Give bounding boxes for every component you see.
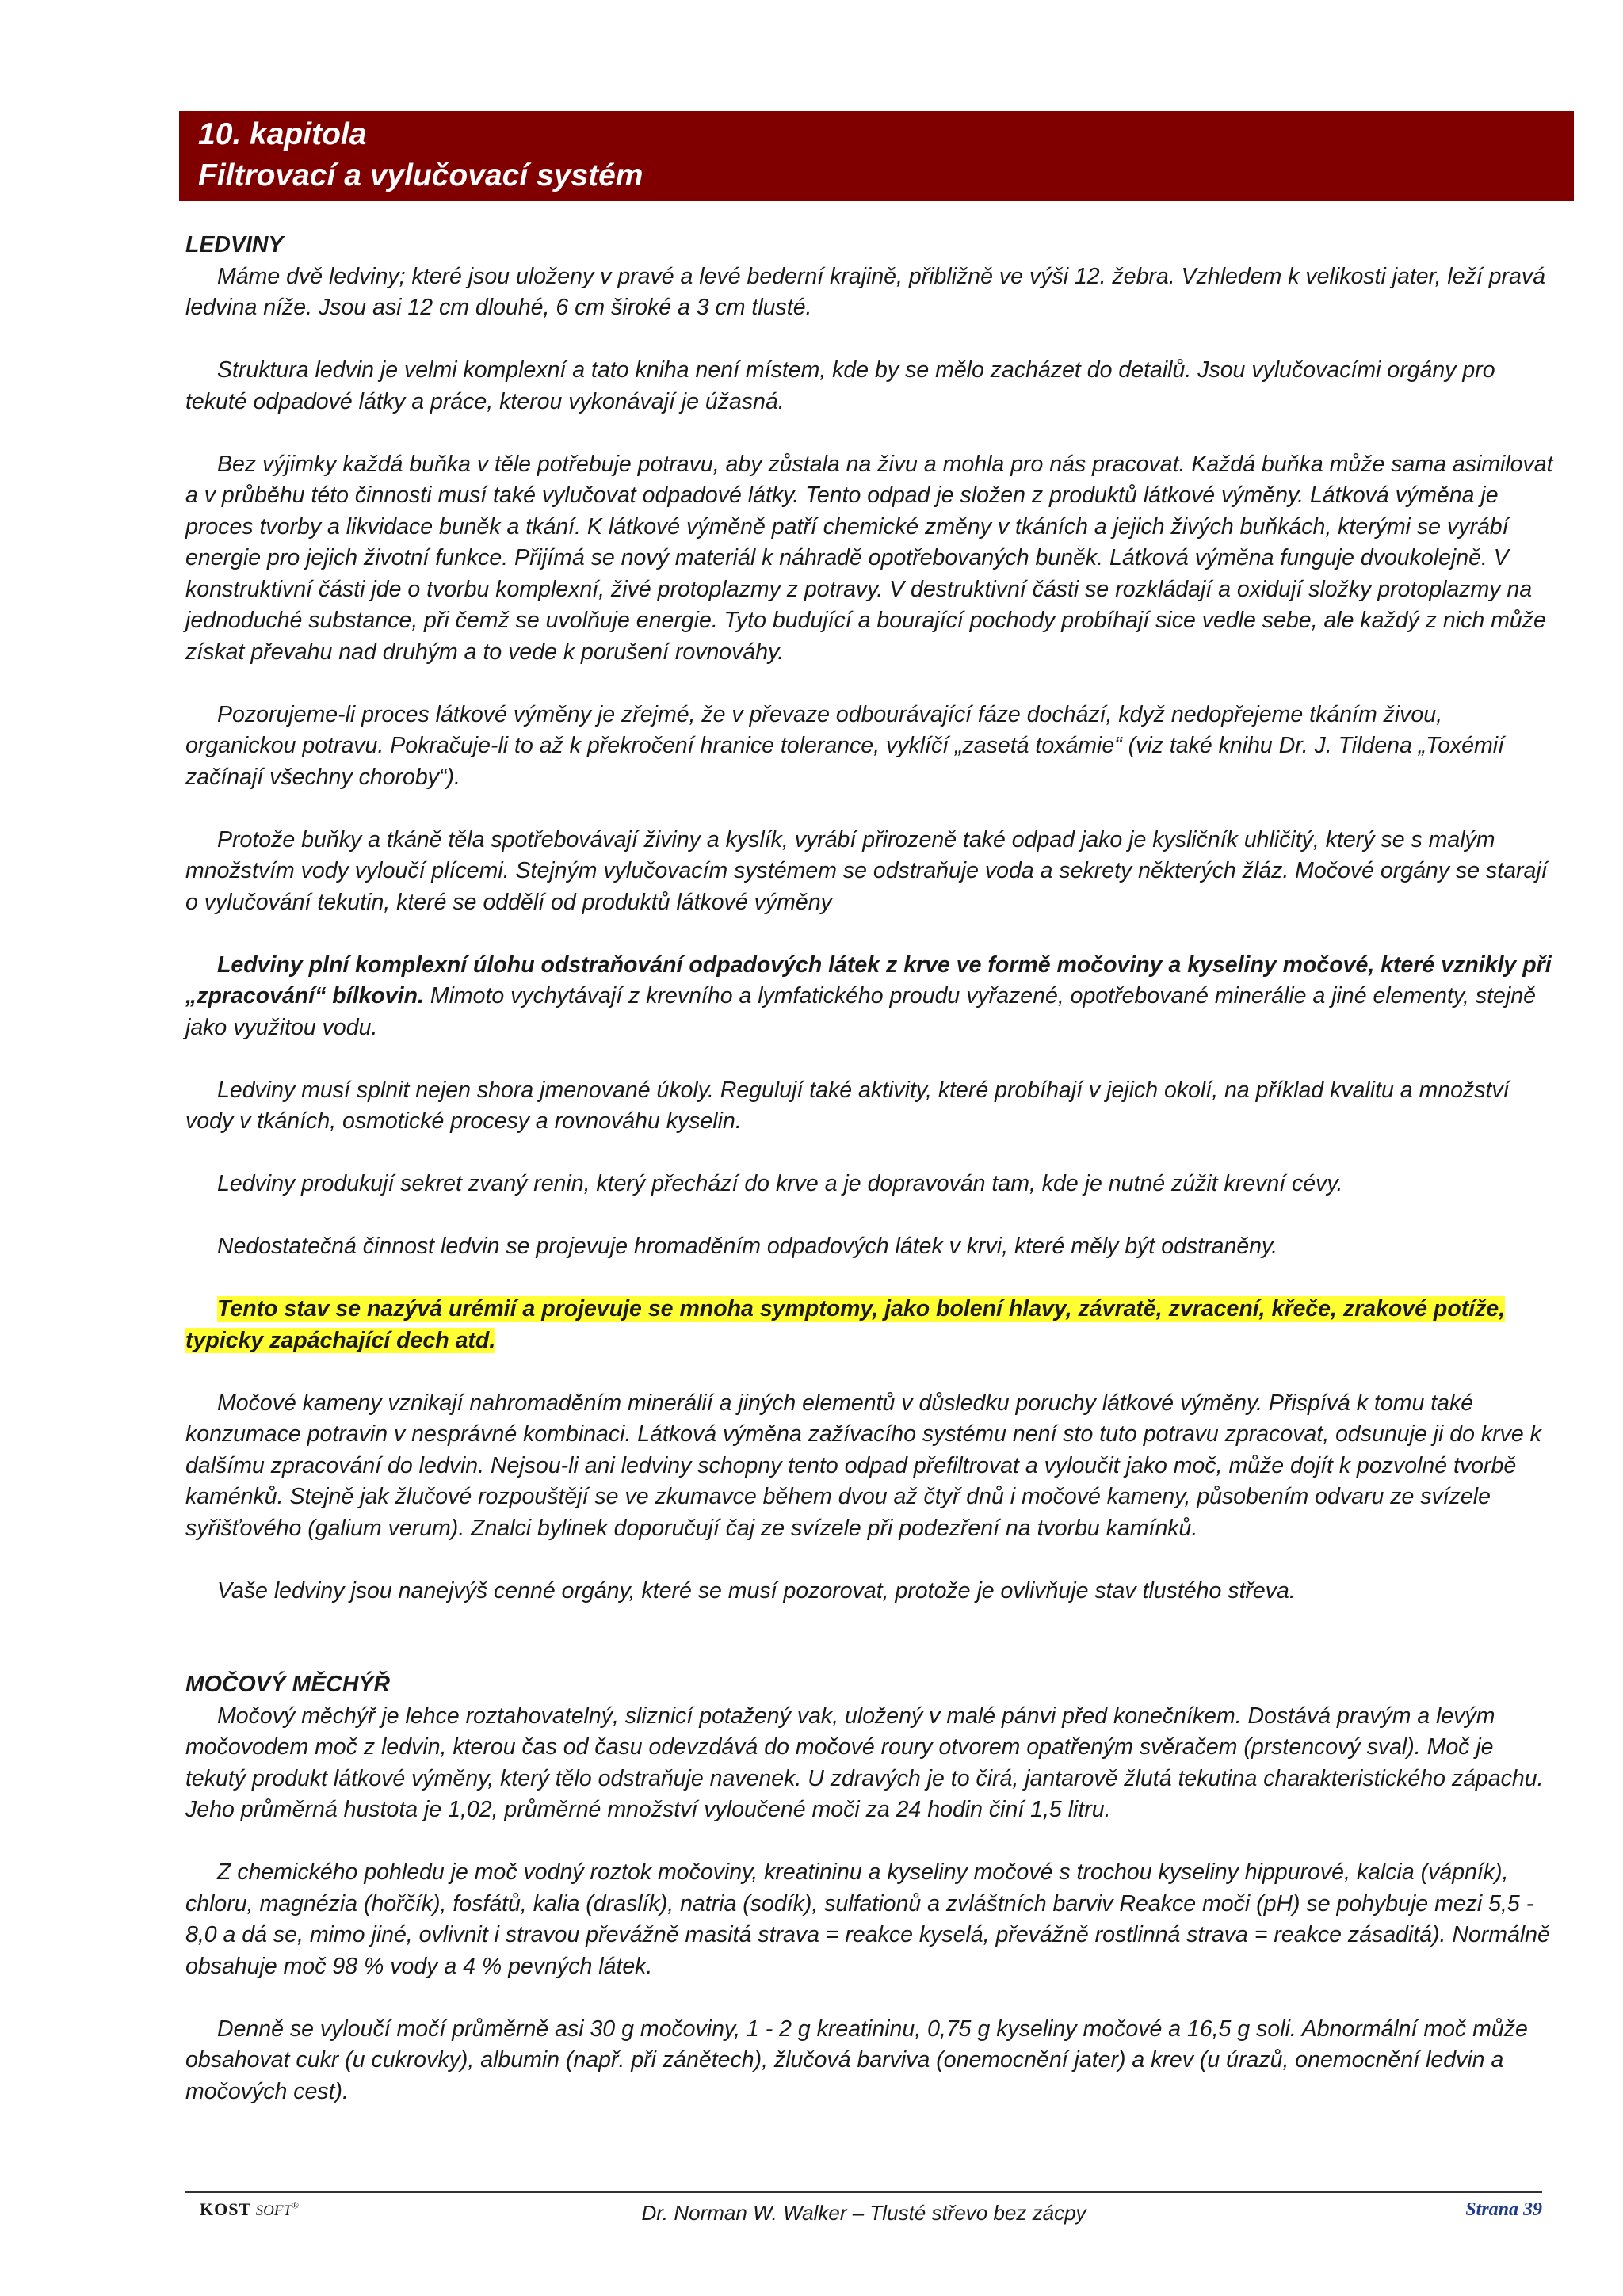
paragraph: Struktura ledvin je velmi komplexní a tato kniha není místem, kde by se mělo zacházet do detailů. Jsou vylučovacími orgány pro tekuté odpadové látky a práce, kterou vykonávají je úžasná. bbox=[185, 357, 1495, 414]
logo-brand: KOST bbox=[200, 2199, 252, 2219]
bold-statement: Ledviny plní komplexní úlohu odstraňování odpadových látek z krve ve formě močoviny a kyseliny močové, které vznikly při „zpracování“ bílkovin. bbox=[185, 952, 1552, 1009]
page-content bbox=[185, 230, 1553, 2107]
paragraph: Máme dvě ledviny; které jsou uloženy v pravé a levé bederní krajině, přibližně ve výši 12. žebra. Vzhledem k velikosti jater, leží pravá ledvina níže. Jsou asi 12 cm dlouhé, 6 cm široké a 3 cm tlusté. bbox=[185, 263, 1545, 320]
paragraph: Močový měchýř je lehce roztahovatelný, sliznicí potažený vak, uložený v malé pánvi před konečníkem. Dostává pravým a levým močovodem moč z ledvin, kterou čas od času odevzdává do močové roury otvorem opatřeným svěračem (prstencový sval). Moč je tekutý produkt látkové výměny, který tělo odstraňuje navenek. U zdravých je to čirá, jantarově žlutá tekutina charakteristického zápachu. Jeho průměrná hustota je 1,02, průměrné množství vyloučené moči za 24 hodin činí 1,5 litru. bbox=[185, 1703, 1544, 1822]
paragraph: Z chemického pohledu je moč vodný roztok močoviny, kreatininu a kyseliny močové s trochou kyseliny hippurové, kalcia (vápník), chloru, magnézia (hořčík), fosfátů, kalia (draslík), natria (sodík), sulfationů a zvláštních barviv Reakce moči (pH) se pohybuje mezi 5,5 - 8,0 a dá se, mimo jiné, ovlivnit i stravou převážně masitá strava = reakce kyselá, převážně rostlinná strava = reakce zásaditá). Normálně obsahuje moč 98 % vody a 4 % pevných látek. bbox=[185, 1859, 1550, 1979]
section-heading-ledviny: LEDVINY bbox=[185, 232, 284, 257]
paragraph: Ledviny produkují sekret zvaný renin, který přechází do krve a je dopravován tam, kde je nutné zúžit krevní cévy. bbox=[217, 1171, 1343, 1196]
paragraph: Ledviny musí splnit nejen shora jmenované úkoly. Regulují také aktivity, které probíhají v jejich okolí, na příklad kvalitu a množství vody v tkáních, osmotické procesy a rovnováhu kyselin. bbox=[185, 1077, 1510, 1134]
paragraph: Vaše ledviny jsou nanejvýš cenné orgány, které se musí pozorovat, protože je ovlivňuje stav tlustého střeva. bbox=[217, 1577, 1296, 1604]
section-spacer bbox=[185, 1638, 1553, 1670]
statement-continuation: Mimoto vychytávají z krevního a lymfatického proudu vyřazené, opotřebované minerálie a jiné elementy, stejně jako využitou vodu. bbox=[185, 983, 1536, 1040]
page-number: Strana 39 bbox=[1465, 2199, 1542, 2220]
paragraph: Bez výjimky každá buňka v těle potřebuje potravu, aby zůstala na živu a mohla pro nás pracovat. Každá buňka může sama asimilovat a v průběhu této činnosti musí také vylučovat odpadové látky. Tento odpad je složen z produktů látkové výměny. Látková výměna je proces tvorby a likvidace buněk a tkání. K látkové výměně patří chemické změny v tkáních a jejich živých buňkách, kterými se vyrábí energie pro jejich životní funkce. Přijímá se nový materiál k náhradě opotřebovaných buněk. Látková výměna funguje dvoukolejně. V konstruktivní části jde o tvorbu komplexní, živé protoplazmy z potravy. V destruktivní části se rozkládají a oxidují složky protoplazmy na jednoduché substance, při čemž se uvolňuje energie. Tyto budující a bourající pochody probíhají sice vedle sebe, ale každý z nich může získat převahu nad druhým a to vede k porušení rovnováhy. bbox=[185, 451, 1553, 665]
chapter-banner bbox=[179, 111, 1574, 201]
registered-mark: ® bbox=[292, 2199, 300, 2211]
chapter-number: 10. kapitola bbox=[198, 117, 367, 151]
section-heading-mocovy-mechyr: MOČOVÝ MĚCHÝŘ bbox=[185, 1672, 391, 1697]
highlighted-text: Tento stav se nazývá urémií a projevuje se mnoha symptomy, jako bolení hlavy, závratě, zvracení, křeče, zrakové potíže, typicky zapáchající dech atd. bbox=[185, 1296, 1506, 1353]
paragraph bbox=[185, 950, 1553, 1044]
paragraph bbox=[185, 1294, 1553, 1356]
logo-soft: SOFT bbox=[255, 2203, 292, 2219]
chapter-title: Filtrovací a vylučovací systém bbox=[198, 158, 643, 193]
paragraph: Protože buňky a tkáně těla spotřebovávají živiny a kyslík, vyrábí přirozeně také odpad jako je kysličník uhličitý, který se s malým množstvím vody vyloučí plícemi. Stejným vylučovacím systémem se odstraňuje voda a sekrety některých žláz. Močové orgány se starají o vylučování tekutin, které se oddělí od produktů látkové výměny bbox=[185, 826, 1548, 915]
paragraph: Denně se vyloučí močí průměrně asi 30 g močoviny, 1 - 2 g kreatininu, 0,75 g kyseliny močové a 16,5 g soli. Abnormální moč může obsahovat cukr (u cukrovky), albumin (např. při zánětech), žlučová barviva (onemocnění jater) a krev (u úrazů, onemocnění ledvin a močových cest). bbox=[185, 2016, 1528, 2104]
page-footer bbox=[185, 2191, 1542, 2225]
paragraph: Pozorujeme-li proces látkové výměny je zřejmé, že v převaze odbourávající fáze dochází, když nedopřejeme tkáním živou, organickou potravu. Pokračuje-li to až k překročení hranice tolerance, vyklíčí „zasetá toxámie“ (viz také knihu Dr. J. Tildena „Toxémií začínají všechny choroby“). bbox=[185, 701, 1505, 790]
paragraph: Nedostatečná činnost ledvin se projevuje hromaděním odpadových látek v krvi, které měly být odstraněny. bbox=[217, 1234, 1278, 1259]
paragraph: Močové kameny vznikají nahromaděním minerálií a jiných elementů v důsledku poruchy látkové výměny. Přispívá k tomu také konzumace potravin v nesprávné kombinaci. Látková výměna zažívacího systému není sto tuto potravu zpracovat, odsunuje ji do krve k dalšímu zpracování do ledvin. Nejsou-li ani ledviny schopny tento odpad přefiltrovat a vyloučit jako moč, může dojít k pozvolné tvorbě kaménků. Stejně jak žlučové rozpouštějí se ve zkumavce během dvou až čtyř dnů i močové kameny, působením odvaru ze svízele syřišťového (galium verum). Znalci bylinek doporučují čaj ze svízele při podezření na tvorbu kamínků. bbox=[185, 1390, 1541, 1541]
footer-book-title: Dr. Norman W. Walker – Tlusté střevo bez zácpy bbox=[641, 2201, 1086, 2225]
